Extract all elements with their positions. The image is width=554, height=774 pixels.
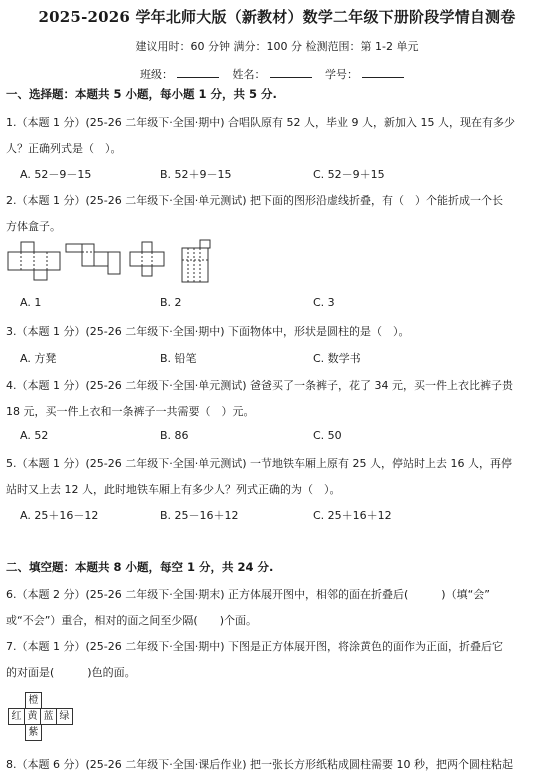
q5-option-b[interactable]: B. 25－16＋12 [160, 509, 239, 522]
q4-option-b[interactable]: B. 86 [160, 429, 189, 442]
student-id-blank[interactable] [362, 67, 404, 78]
q1-text-line1: 1.（本题 1 分）(25-26 二年级下·全国·期中) 合唱队原有 52 人，毕业 9 人，新加入 15 人，现在有多少 [6, 116, 515, 129]
q3-option-a[interactable]: A. 方凳 [20, 352, 57, 365]
q4-text-line2: 18 元，买一件上衣和一条裤子一共需要（ ）元。 [6, 405, 255, 418]
student-fields [0, 66, 554, 82]
net-face-right-1: 蓝 [40, 708, 57, 725]
q5-option-c[interactable]: C. 25＋16＋12 [313, 509, 392, 522]
q2-text-line1: 2.（本题 1 分）(25-26 二年级下·全国·单元测试) 把下面的图形沿虚线折叠，有（ ）个能折成一个长 [6, 194, 504, 207]
q3-option-b[interactable]: B. 铅笔 [160, 352, 197, 365]
net-face-left: 红 [8, 708, 25, 725]
net-2 [66, 244, 120, 274]
q1-text-line2: 人？正确列式是（ ）。 [6, 142, 122, 155]
q4-text-line1: 4.（本题 1 分）(25-26 二年级下·全国·单元测试) 爸爸买了一条裤子，花了 34 元，买一件上衣比裤子贵 [6, 379, 514, 392]
name-label: 姓名： [232, 68, 266, 81]
q5-option-a[interactable]: A. 25＋16－12 [20, 509, 99, 522]
q1-option-c[interactable]: C. 52－9＋15 [313, 168, 385, 181]
section-choice-heading: 一、选择题：本题共 5 小题，每小题 1 分，共 5 分. [6, 87, 277, 101]
q3-option-c[interactable]: C. 数学书 [313, 352, 361, 365]
q2-text-line2: 方体盒子。 [6, 220, 61, 233]
q2-option-a[interactable]: A. 1 [20, 296, 42, 309]
net-face-center: 黄 [24, 708, 41, 725]
name-blank[interactable] [270, 67, 312, 78]
q2-option-c[interactable]: C. 3 [313, 296, 335, 309]
net-face-right-2: 绿 [56, 708, 73, 725]
q6-text-line2: 或“不会”）重合，相对的面之间至少隔( )个面。 [6, 614, 257, 627]
net-face-top: 橙 [25, 692, 42, 709]
class-blank[interactable] [177, 67, 219, 78]
q5-text-line1: 5.（本题 1 分）(25-26 二年级下·全国·单元测试) 一节地铁车厢上原有 25 人，停站时上去 16 人，再停 [6, 457, 512, 470]
q3-text-line1: 3.（本题 1 分）(25-26 二年级下·全国·期中) 下面物体中，形状是圆柱的是（ ）。 [6, 325, 410, 338]
net-face-bottom: 紫 [25, 724, 42, 741]
net-4 [182, 240, 210, 282]
net-1 [8, 242, 60, 280]
q1-option-a[interactable]: A. 52－9－15 [20, 168, 92, 181]
q2-unfolded-nets-figure [6, 238, 216, 288]
section-fill-heading: 二、填空题：本题共 8 小题，每空 1 分，共 24 分. [6, 560, 274, 574]
q5-text-line2: 站时又上去 12 人，此时地铁车厢上有多少人？列式正确的为（ ）。 [6, 483, 341, 496]
page-title: 2025-2026 学年北师大版（新教材）数学二年级下册阶段学情自测卷 [38, 8, 516, 26]
q1-option-b[interactable]: B. 52＋9－15 [160, 168, 232, 181]
q2-option-b[interactable]: B. 2 [160, 296, 182, 309]
q8-text-line1: 8.（本题 6 分）(25-26 二年级下·全国·课后作业) 把一张长方形纸粘成圆柱需要 10 秒，把两个圆柱粘起 [6, 758, 514, 771]
q6-text-line1: 6.（本题 2 分）(25-26 二年级下·全国·期末) 正方体展开图中，相邻的面在折叠后( )（填“会” [6, 588, 490, 601]
q7-text-line2: 的对面是( )色的面。 [6, 666, 136, 679]
q7-text-line1: 7.（本题 1 分）(25-26 二年级下·全国·期中) 下图是正方体展开图，将涂黄色的面作为正面，折叠后它 [6, 640, 504, 653]
class-label: 班级： [140, 68, 173, 81]
exam-info: 建议用时：60 分钟 满分：100 分 检测范围：第 1-2 单元 [135, 40, 419, 53]
q4-option-a[interactable]: A. 52 [20, 429, 49, 442]
net-3 [130, 242, 164, 276]
q4-option-c[interactable]: C. 50 [313, 429, 342, 442]
student-id-label: 学号： [325, 68, 358, 81]
